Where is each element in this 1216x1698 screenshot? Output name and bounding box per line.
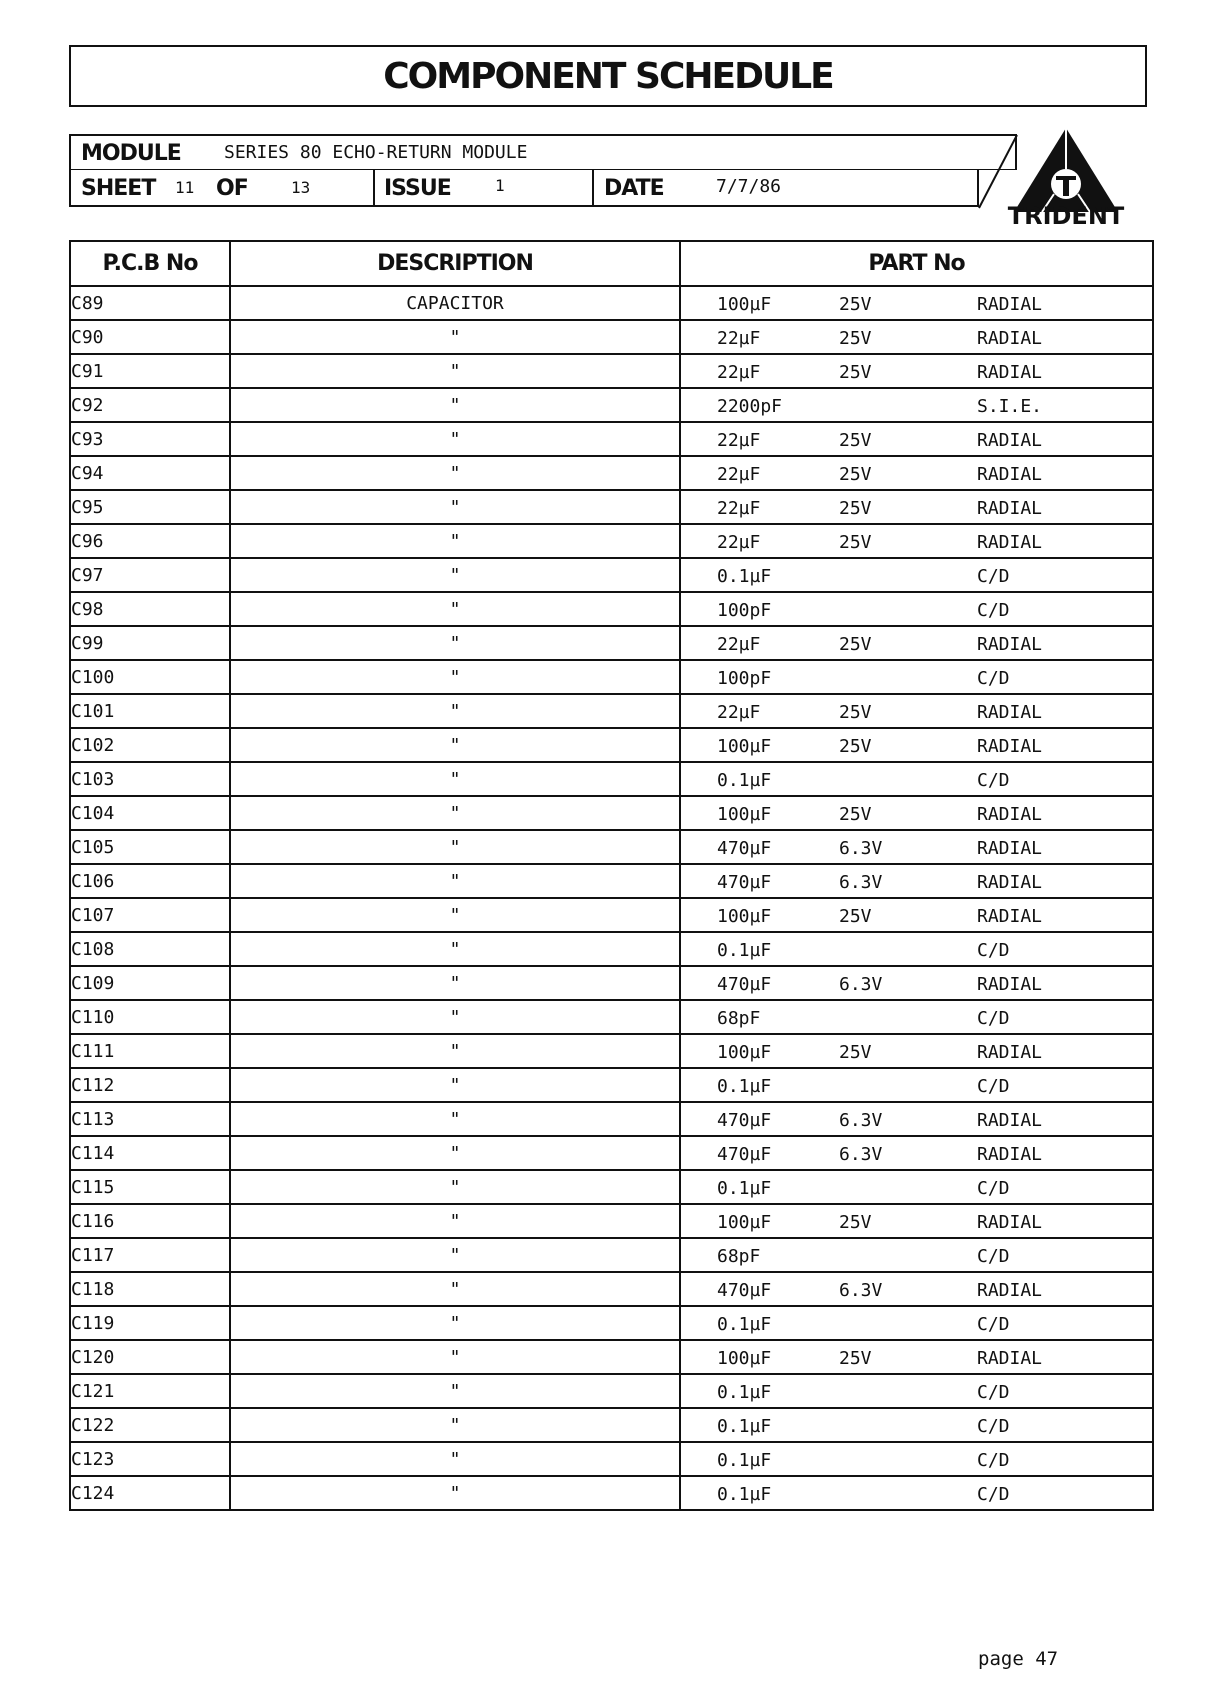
pcb-number: C121	[70, 1374, 230, 1408]
description: "	[230, 1034, 680, 1068]
part-voltage: 25V	[839, 702, 872, 723]
part-type: C/D	[977, 1246, 1010, 1267]
issue-value: 1	[495, 176, 505, 195]
part-type: S.I.E.	[977, 396, 1043, 417]
part-type: C/D	[977, 1484, 1010, 1505]
table-row	[70, 966, 1153, 1000]
part-number	[680, 422, 1153, 456]
part-voltage: 25V	[839, 736, 872, 757]
table-row	[70, 1442, 1153, 1476]
description: "	[230, 1476, 680, 1510]
part-voltage: 25V	[839, 634, 872, 655]
sheet-row	[69, 169, 979, 207]
part-number	[680, 1102, 1153, 1136]
part-number	[680, 762, 1153, 796]
description: "	[230, 1102, 680, 1136]
description: "	[230, 932, 680, 966]
part-type: RADIAL	[977, 1110, 1043, 1131]
table-row	[70, 1272, 1153, 1306]
part-voltage: 6.3V	[839, 1110, 883, 1131]
description: "	[230, 898, 680, 932]
part-number	[680, 966, 1153, 1000]
part-number	[680, 388, 1153, 422]
part-type: C/D	[977, 1076, 1010, 1097]
part-number	[680, 320, 1153, 354]
part-number	[680, 1476, 1153, 1510]
part-type: RADIAL	[977, 1348, 1043, 1369]
part-value: 100µF	[717, 294, 772, 315]
part-value: 470µF	[717, 974, 772, 995]
pcb-number: C104	[70, 796, 230, 830]
header-description: DESCRIPTION	[230, 241, 680, 286]
description: "	[230, 1238, 680, 1272]
table-header-row	[70, 241, 1153, 286]
part-voltage: 25V	[839, 430, 872, 451]
description: "	[230, 660, 680, 694]
part-type: C/D	[977, 1314, 1010, 1335]
part-value: 0.1µF	[717, 1076, 772, 1097]
description: "	[230, 966, 680, 1000]
description: "	[230, 592, 680, 626]
part-number	[680, 864, 1153, 898]
table-row	[70, 762, 1153, 796]
module-row	[69, 134, 1017, 170]
pcb-number: C106	[70, 864, 230, 898]
table-row	[70, 898, 1153, 932]
description: "	[230, 1340, 680, 1374]
table-row	[70, 796, 1153, 830]
part-number	[680, 524, 1153, 558]
table-row	[70, 1204, 1153, 1238]
part-number	[680, 1034, 1153, 1068]
sheet-value: 11	[175, 178, 195, 197]
pcb-number: C105	[70, 830, 230, 864]
part-type: C/D	[977, 1416, 1010, 1437]
table-row	[70, 1102, 1153, 1136]
part-voltage: 25V	[839, 1212, 872, 1233]
description: "	[230, 796, 680, 830]
part-value: 22µF	[717, 328, 761, 349]
part-voltage: 25V	[839, 804, 872, 825]
description: "	[230, 1408, 680, 1442]
part-type: RADIAL	[977, 294, 1043, 315]
table-row	[70, 1034, 1153, 1068]
description: "	[230, 456, 680, 490]
sheet-label: SHEET	[81, 176, 156, 201]
pcb-number: C94	[70, 456, 230, 490]
of-value: 13	[291, 178, 311, 197]
pcb-number: C118	[70, 1272, 230, 1306]
part-number	[680, 1170, 1153, 1204]
pcb-number: C109	[70, 966, 230, 1000]
date-value: 7/7/86	[716, 176, 782, 197]
description: "	[230, 558, 680, 592]
table-row	[70, 626, 1153, 660]
description: "	[230, 1442, 680, 1476]
part-type: RADIAL	[977, 1144, 1043, 1165]
table-row	[70, 1306, 1153, 1340]
table-row	[70, 286, 1153, 320]
table-row	[70, 456, 1153, 490]
part-value: 470µF	[717, 872, 772, 893]
table-row	[70, 864, 1153, 898]
part-number	[680, 1272, 1153, 1306]
part-number	[680, 286, 1153, 320]
table-row	[70, 320, 1153, 354]
pcb-number: C95	[70, 490, 230, 524]
part-value: 0.1µF	[717, 1382, 772, 1403]
table-row	[70, 490, 1153, 524]
pcb-number: C108	[70, 932, 230, 966]
part-number	[680, 1204, 1153, 1238]
table-row	[70, 592, 1153, 626]
part-value: 22µF	[717, 430, 761, 451]
description: "	[230, 422, 680, 456]
part-type: C/D	[977, 1178, 1010, 1199]
pcb-number: C90	[70, 320, 230, 354]
part-number	[680, 694, 1153, 728]
part-number	[680, 1374, 1153, 1408]
part-type: RADIAL	[977, 634, 1043, 655]
part-number	[680, 1000, 1153, 1034]
description: "	[230, 1000, 680, 1034]
table-body	[70, 286, 1153, 1510]
issue-label: ISSUE	[384, 176, 451, 201]
table-row	[70, 422, 1153, 456]
table-row	[70, 1408, 1153, 1442]
part-number	[680, 490, 1153, 524]
part-type: RADIAL	[977, 702, 1043, 723]
pcb-number: C96	[70, 524, 230, 558]
part-voltage: 25V	[839, 294, 872, 315]
table-row	[70, 1000, 1153, 1034]
part-voltage: 25V	[839, 1348, 872, 1369]
description: "	[230, 626, 680, 660]
part-number	[680, 660, 1153, 694]
part-value: 22µF	[717, 464, 761, 485]
part-type: RADIAL	[977, 1280, 1043, 1301]
table-row	[70, 1238, 1153, 1272]
part-type: C/D	[977, 668, 1010, 689]
part-voltage: 25V	[839, 1042, 872, 1063]
part-value: 2200pF	[717, 396, 783, 417]
table-row	[70, 388, 1153, 422]
part-number	[680, 558, 1153, 592]
pcb-number: C103	[70, 762, 230, 796]
module-value: SERIES 80 ECHO-RETURN MODULE	[224, 142, 528, 163]
pcb-number: C112	[70, 1068, 230, 1102]
pcb-number: C93	[70, 422, 230, 456]
title-box	[69, 45, 1147, 107]
part-value: 22µF	[717, 498, 761, 519]
part-type: C/D	[977, 940, 1010, 961]
of-label: OF	[216, 176, 248, 201]
part-type: C/D	[977, 1382, 1010, 1403]
part-number	[680, 932, 1153, 966]
table-row	[70, 660, 1153, 694]
part-type: RADIAL	[977, 430, 1043, 451]
date-label: DATE	[604, 176, 664, 201]
part-value: 100µF	[717, 1212, 772, 1233]
part-value: 0.1µF	[717, 1416, 772, 1437]
description: "	[230, 354, 680, 388]
part-type: RADIAL	[977, 498, 1043, 519]
part-voltage: 25V	[839, 498, 872, 519]
part-voltage: 6.3V	[839, 838, 883, 859]
pcb-number: C100	[70, 660, 230, 694]
description: "	[230, 864, 680, 898]
part-voltage: 6.3V	[839, 872, 883, 893]
pcb-number: C98	[70, 592, 230, 626]
part-type: C/D	[977, 1450, 1010, 1471]
part-value: 100µF	[717, 906, 772, 927]
pcb-number: C91	[70, 354, 230, 388]
table-row	[70, 524, 1153, 558]
part-voltage: 25V	[839, 532, 872, 553]
table-row	[70, 354, 1153, 388]
description: "	[230, 490, 680, 524]
trident-logo-text: TRIDENT	[1007, 202, 1125, 230]
part-number	[680, 354, 1153, 388]
pcb-number: C119	[70, 1306, 230, 1340]
part-value: 22µF	[717, 532, 761, 553]
part-type: C/D	[977, 1008, 1010, 1029]
table-row	[70, 932, 1153, 966]
part-voltage: 6.3V	[839, 1280, 883, 1301]
pcb-number: C116	[70, 1204, 230, 1238]
part-number	[680, 592, 1153, 626]
part-value: 68pF	[717, 1008, 761, 1029]
part-number	[680, 796, 1153, 830]
pcb-number: C123	[70, 1442, 230, 1476]
part-type: RADIAL	[977, 464, 1043, 485]
description: "	[230, 524, 680, 558]
part-number	[680, 456, 1153, 490]
part-type: RADIAL	[977, 736, 1043, 757]
part-value: 22µF	[717, 702, 761, 723]
part-type: RADIAL	[977, 328, 1043, 349]
part-type: RADIAL	[977, 906, 1043, 927]
part-type: RADIAL	[977, 1042, 1043, 1063]
pcb-number: C97	[70, 558, 230, 592]
description: "	[230, 728, 680, 762]
header-pcb: P.C.B No	[70, 241, 230, 286]
pcb-number: C117	[70, 1238, 230, 1272]
pcb-number: C113	[70, 1102, 230, 1136]
part-value: 0.1µF	[717, 940, 772, 961]
part-value: 0.1µF	[717, 1178, 772, 1199]
part-value: 0.1µF	[717, 770, 772, 791]
part-value: 100µF	[717, 1042, 772, 1063]
part-voltage: 6.3V	[839, 974, 883, 995]
module-label: MODULE	[81, 141, 181, 166]
part-value: 100pF	[717, 600, 772, 621]
part-value: 0.1µF	[717, 1314, 772, 1335]
table-row	[70, 1136, 1153, 1170]
part-number	[680, 830, 1153, 864]
part-value: 22µF	[717, 634, 761, 655]
description: "	[230, 1170, 680, 1204]
table-row	[70, 1340, 1153, 1374]
pcb-number: C107	[70, 898, 230, 932]
table-row	[70, 694, 1153, 728]
part-value: 0.1µF	[717, 1484, 772, 1505]
table-row	[70, 728, 1153, 762]
description: "	[230, 320, 680, 354]
part-value: 100µF	[717, 1348, 772, 1369]
part-type: RADIAL	[977, 532, 1043, 553]
part-value: 100µF	[717, 736, 772, 757]
pcb-number: C115	[70, 1170, 230, 1204]
pcb-number: C124	[70, 1476, 230, 1510]
part-voltage: 6.3V	[839, 1144, 883, 1165]
table-row	[70, 1374, 1153, 1408]
pcb-number: C120	[70, 1340, 230, 1374]
part-number	[680, 1340, 1153, 1374]
description: "	[230, 1374, 680, 1408]
table-row	[70, 558, 1153, 592]
part-value: 22µF	[717, 362, 761, 383]
part-voltage: 25V	[839, 362, 872, 383]
part-type: RADIAL	[977, 1212, 1043, 1233]
pcb-number: C101	[70, 694, 230, 728]
part-value: 470µF	[717, 838, 772, 859]
part-number	[680, 1068, 1153, 1102]
part-type: RADIAL	[977, 838, 1043, 859]
description: CAPACITOR	[230, 286, 680, 320]
pcb-number: C114	[70, 1136, 230, 1170]
part-number	[680, 626, 1153, 660]
part-value: 100pF	[717, 668, 772, 689]
description: "	[230, 1204, 680, 1238]
part-voltage: 25V	[839, 328, 872, 349]
part-number	[680, 1238, 1153, 1272]
pcb-number: C111	[70, 1034, 230, 1068]
page-title: COMPONENT SCHEDULE	[383, 55, 833, 97]
part-number	[680, 1408, 1153, 1442]
table-row	[70, 830, 1153, 864]
description: "	[230, 694, 680, 728]
pcb-number: C99	[70, 626, 230, 660]
pcb-number: C122	[70, 1408, 230, 1442]
part-number	[680, 728, 1153, 762]
part-number	[680, 1306, 1153, 1340]
part-type: C/D	[977, 600, 1010, 621]
table-row	[70, 1068, 1153, 1102]
pcb-number: C92	[70, 388, 230, 422]
pcb-number: C102	[70, 728, 230, 762]
part-voltage: 25V	[839, 906, 872, 927]
component-table	[69, 240, 1154, 1511]
part-type: C/D	[977, 770, 1010, 791]
part-voltage: 25V	[839, 464, 872, 485]
description: "	[230, 388, 680, 422]
part-type: RADIAL	[977, 804, 1043, 825]
description: "	[230, 1068, 680, 1102]
part-value: 470µF	[717, 1280, 772, 1301]
part-type: RADIAL	[977, 872, 1043, 893]
description: "	[230, 1272, 680, 1306]
table-row	[70, 1170, 1153, 1204]
description: "	[230, 762, 680, 796]
description: "	[230, 1136, 680, 1170]
part-number	[680, 1442, 1153, 1476]
table-row	[70, 1476, 1153, 1510]
description: "	[230, 1306, 680, 1340]
part-value: 100µF	[717, 804, 772, 825]
header-block	[69, 134, 1019, 208]
part-number	[680, 898, 1153, 932]
part-type: RADIAL	[977, 974, 1043, 995]
part-value: 0.1µF	[717, 1450, 772, 1471]
part-value: 68pF	[717, 1246, 761, 1267]
part-value: 470µF	[717, 1110, 772, 1131]
page-number: page 47	[978, 1648, 1059, 1670]
header-part: PART No	[680, 241, 1153, 286]
part-type: RADIAL	[977, 362, 1043, 383]
pcb-number: C110	[70, 1000, 230, 1034]
part-value: 0.1µF	[717, 566, 772, 587]
description: "	[230, 830, 680, 864]
part-number	[680, 1136, 1153, 1170]
part-value: 470µF	[717, 1144, 772, 1165]
part-type: C/D	[977, 566, 1010, 587]
pcb-number: C89	[70, 286, 230, 320]
